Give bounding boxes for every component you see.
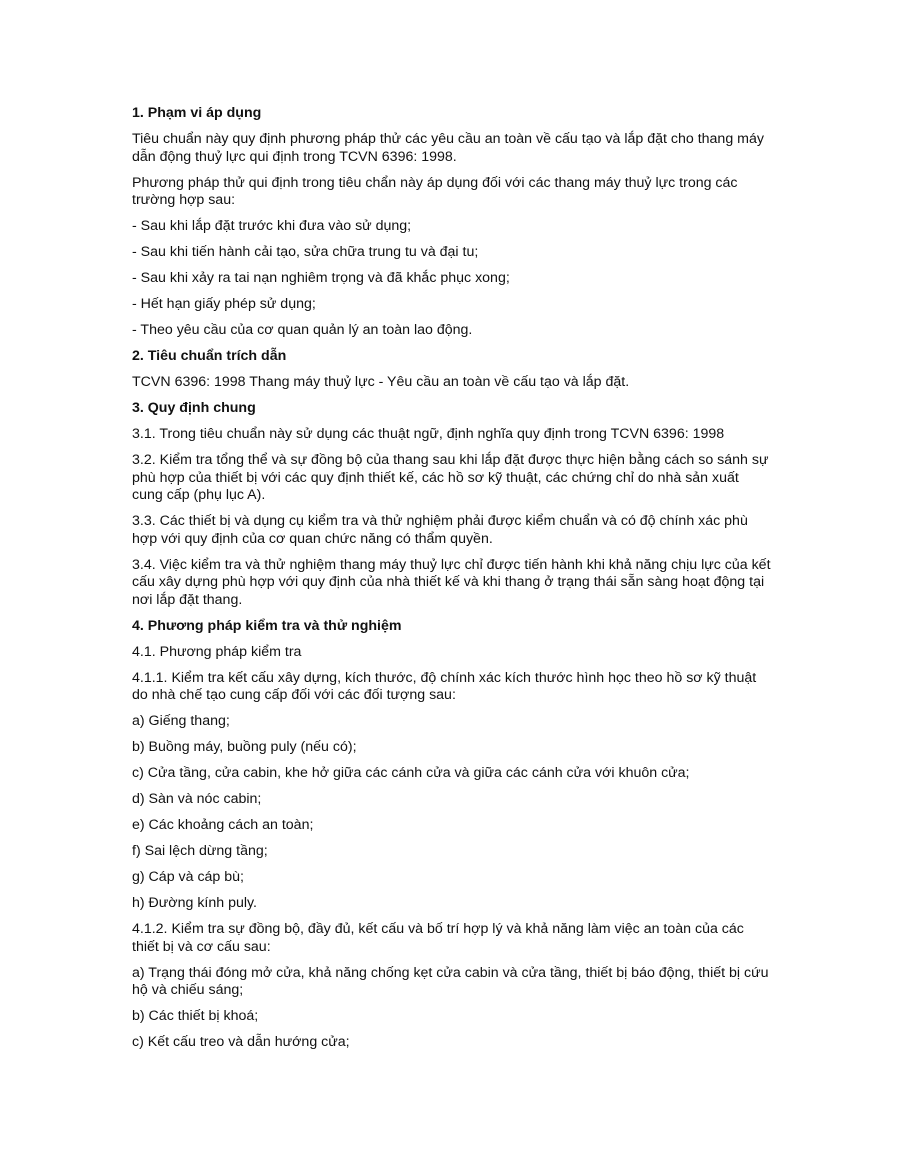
list-item: a) Giếng thang; [132, 713, 230, 729]
section-heading: 3. Quy định chung [132, 400, 256, 416]
paragraph: 3.2. Kiểm tra tổng thể và sự đồng bộ của thang sau khi lắp đặt được thực hiện bằng cách so sánh sự phù hợp của thiết bị với các quy định thiết kế, các hồ sơ kỹ thuật, các chứng chỉ do nhà sản xuất cung cấp (phụ lục A). [132, 452, 769, 503]
list-item: a) Trạng thái đóng mở cửa, khả năng chống kẹt cửa cabin và cửa tầng, thiết bị báo động, thiết bị cứu hộ và chiếu sáng; [132, 964, 769, 998]
list-item: e) Các khoảng cách an toàn; [132, 817, 314, 833]
list-item: - Theo yêu cầu của cơ quan quản lý an toàn lao động. [132, 322, 473, 338]
list-item: g) Cáp và cáp bù; [132, 869, 244, 885]
paragraph: Tiêu chuẩn này quy định phương pháp thử các yêu cầu an toàn về cấu tạo và lắp đặt cho thang máy dẫn động thuỷ lực qui định trong TCVN 6396: 1998. [132, 131, 764, 165]
list-item: b) Buồng máy, buồng puly (nếu có); [132, 739, 357, 755]
paragraph: 3.3. Các thiết bị và dụng cụ kiểm tra và thử nghiệm phải được kiểm chuẩn và có độ chính xác phù hợp với quy định của cơ quan chức năng có thẩm quyền. [132, 513, 748, 547]
list-item: c) Kết cấu treo và dẫn hướng cửa; [132, 1034, 350, 1050]
section-heading: 1. Phạm vi áp dụng [132, 105, 262, 121]
list-item: - Hết hạn giấy phép sử dụng; [132, 296, 316, 312]
paragraph: 4.1.2. Kiểm tra sự đồng bộ, đầy đủ, kết cấu và bố trí hợp lý và khả năng làm việc an toàn của các thiết bị và cơ cấu sau: [132, 921, 744, 955]
paragraph: TCVN 6396: 1998 Thang máy thuỷ lực - Yêu cầu an toàn về cấu tạo và lắp đặt. [132, 374, 630, 390]
section-heading: 4. Phương pháp kiểm tra và thử nghiệm [132, 617, 402, 634]
list-item: - Sau khi xảy ra tai nạn nghiêm trọng và đã khắc phục xong; [132, 270, 510, 286]
paragraph: Phương pháp thử qui định trong tiêu chẩn này áp dụng đối với các thang máy thuỷ lực trong các trường hợp sau: [132, 174, 738, 208]
list-item: f) Sai lệch dừng tầng; [132, 843, 268, 859]
paragraph: 4.1.1. Kiểm tra kết cấu xây dựng, kích thước, độ chính xác kích thước hình học theo hồ sơ kỹ thuật do nhà chế tạo cung cấp đối với các đối tượng sau: [132, 669, 757, 703]
list-item: d) Sàn và nóc cabin; [132, 791, 262, 807]
subsection-title: 4.1. Phương pháp kiểm tra [132, 643, 302, 660]
list-item: b) Các thiết bị khoá; [132, 1008, 259, 1024]
section-heading: 2. Tiêu chuẩn trích dẫn [132, 348, 287, 364]
list-item: - Sau khi lắp đặt trước khi đưa vào sử dụng; [132, 218, 412, 234]
paragraph: 3.4. Việc kiểm tra và thử nghiệm thang máy thuỷ lực chỉ được tiến hành khi khả năng chịu lực của kết cấu xây dựng phù hợp với quy định của nhà thiết kế và khi thang ở trạng thái sẵn sàng hoạt động tại nơi lắp đặt thang. [132, 556, 771, 608]
paragraph: 3.1. Trong tiêu chuẩn này sử dụng các thuật ngữ, định nghĩa quy định trong TCVN 6396: 1998 [132, 426, 725, 442]
list-item: h) Đường kính puly. [132, 895, 257, 911]
document-page [132, 105, 772, 1060]
list-item: - Sau khi tiến hành cải tạo, sửa chữa trung tu và đại tu; [132, 244, 479, 260]
list-item: c) Cửa tầng, cửa cabin, khe hở giữa các cánh cửa và giữa các cánh cửa với khuôn cửa; [132, 765, 690, 781]
